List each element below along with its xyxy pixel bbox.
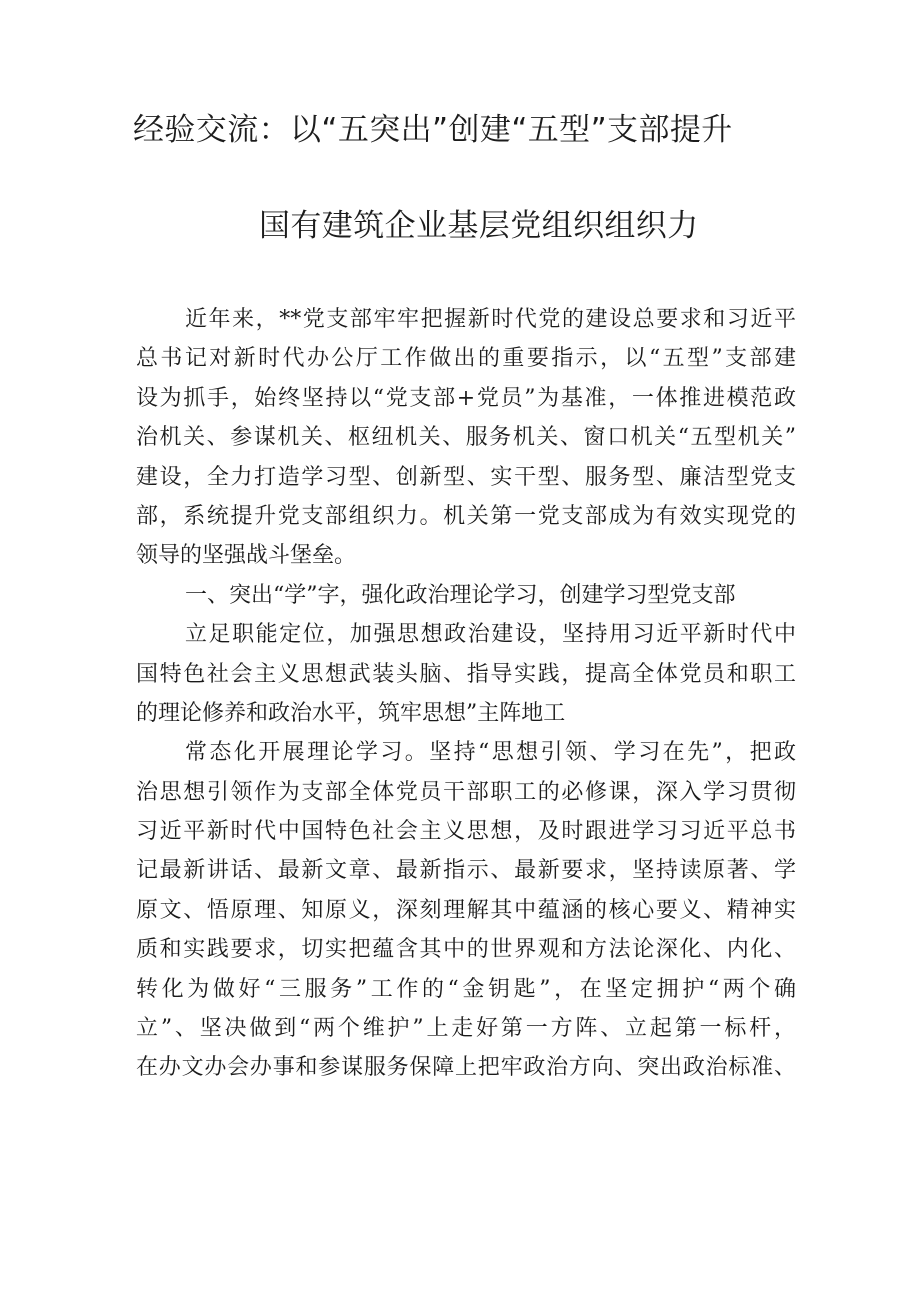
document-title-line-2: 国有建筑企业基层党组织组织力: [259, 208, 699, 244]
body-text-line: 转化为做好“三服务”工作的“金钥匙”，在坚定拥护“两个确: [136, 976, 796, 1002]
body-text-line: 立足职能定位，加强思想政治建设，坚持用习近平新时代中: [185, 622, 796, 648]
body-text-line: 立”、坚决做到“两个维护”上走好第一方阵、立起第一标杆，: [136, 1016, 796, 1042]
body-text-line: 在办文办会办事和参谋服务保障上把牢政治方向、突出政治标准、: [136, 1055, 796, 1081]
body-text-line: 治思想引领作为支部全体党员干部职工的必修课，深入学习贯彻: [136, 779, 796, 805]
body-text-line: 近年来，**党支部牢牢把握新时代党的建设总要求和习近平: [185, 307, 796, 332]
body-text-line: 领导的坚强战斗堡垒。: [136, 543, 357, 569]
body-text-line: 原文、悟原理、知原义，深刻理解其中蕴涵的核心要义、精神实: [136, 897, 796, 923]
body-text-line: 记最新讲话、最新文章、最新指示、最新要求，坚持读原著、学: [136, 858, 796, 884]
document-title-line-1: 经验交流：以“五突出”创建“五型”支部提升: [133, 112, 733, 148]
body-text-line: 习近平新时代中国特色社会主义思想，及时跟进学习习近平总书: [136, 819, 796, 845]
body-text-line: 的理论修养和政治水平，筑牢思想”主阵地工: [136, 700, 566, 726]
body-text-line: 设为抓手，始终坚持以“党支部+党员”为基准，一体推进模范政: [136, 385, 796, 411]
document-body: [136, 300, 796, 1088]
body-text-line: 部，系统提升党支部组织力。机关第一党支部成为有效实现党的: [136, 503, 796, 529]
body-text-line: 治机关、参谋机关、枢纽机关、服务机关、窗口机关“五型机关”: [136, 425, 796, 451]
body-text-line: 总书记对新时代办公厅工作做出的重要指示，以“五型”支部建: [136, 346, 796, 372]
body-text-line: 一、突出“学”字，强化政治理论学习，创建学习型党支部: [185, 582, 736, 608]
body-text-line: 建设，全力打造学习型、创新型、实干型、服务型、廉洁型党支: [136, 464, 796, 490]
body-text-line: 质和实践要求，切实把蕴含其中的世界观和方法论深化、内化、: [136, 937, 796, 963]
body-text-line: 常态化开展理论学习。坚持“思想引领、学习在先”，把政: [185, 740, 796, 766]
body-text-line: 国特色社会主义思想武装头脑、指导实践，提高全体党员和职工: [136, 661, 796, 687]
